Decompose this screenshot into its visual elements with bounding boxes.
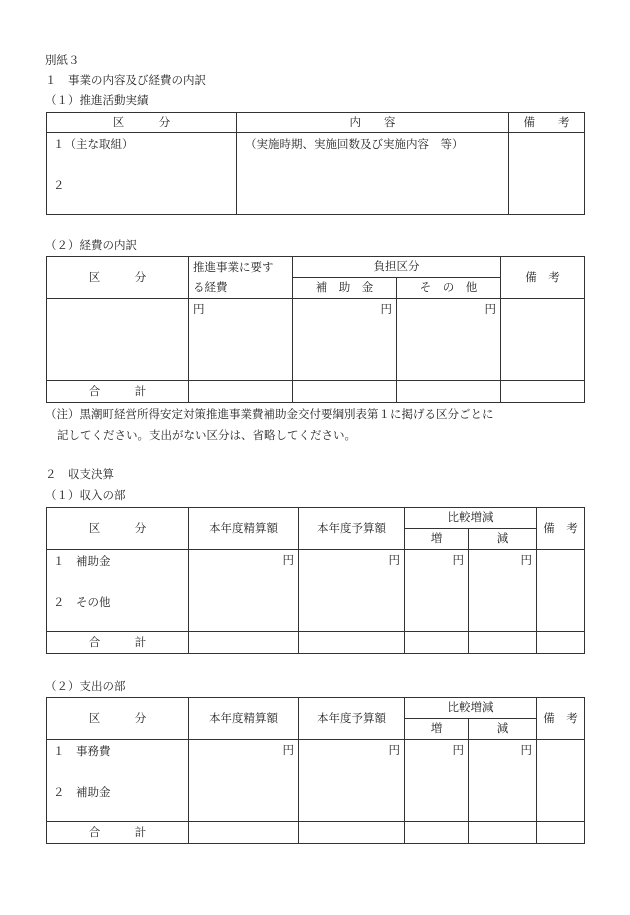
outgo-kessan-yen: 円 [189, 740, 299, 822]
outgo-total-label: 合 計 [47, 822, 189, 844]
outgo-row-2: ２ 補助金 [53, 784, 111, 799]
expense-other-yen: 円 [397, 299, 501, 381]
outgo-kubun-cell [47, 740, 189, 822]
col-header-naiyo: 内 容 [237, 113, 509, 133]
outgo-gen-yen: 円 [469, 740, 537, 822]
income-zo-yen: 円 [405, 550, 469, 632]
outgo-subheading: （２）支出の部 [45, 679, 126, 693]
activity-biko-cell [509, 133, 585, 215]
activity-content-note: （実施時期、実施回数及び実施内容 等） [245, 137, 464, 151]
section1-heading: １ 事業の内容及び経費の内訳 [45, 73, 206, 87]
col-header-zo: 増 [405, 529, 469, 550]
expense-total-other [397, 381, 501, 403]
expense-total-cost [189, 381, 293, 403]
col-header-yosan: 本年度予算額 [299, 508, 405, 550]
outgo-total-yosan [299, 822, 405, 844]
col-header-futan: 負担区分 [293, 257, 501, 278]
expense-biko-cell [501, 299, 585, 381]
col-header-cost-line2: る経費 [189, 278, 293, 299]
income-total-label: 合 計 [47, 632, 189, 654]
expense-cost-yen: 円 [189, 299, 293, 381]
expense-kubun-cell [47, 299, 189, 381]
col-header-biko: 備 考 [509, 113, 585, 133]
col-header-gen: 減 [469, 719, 537, 740]
expense-table [46, 256, 585, 403]
income-biko-cell [537, 550, 585, 632]
outgo-table [46, 697, 585, 844]
income-table [46, 507, 585, 654]
expense-hojo-yen: 円 [293, 299, 397, 381]
income-total-biko [537, 632, 585, 654]
col-header-yosan: 本年度予算額 [299, 698, 405, 740]
col-header-hikaku: 比較増減 [405, 698, 537, 719]
col-header-zo: 増 [405, 719, 469, 740]
activity-subheading: （１）推進活動実績 [45, 93, 149, 107]
outgo-total-zo [405, 822, 469, 844]
income-total-kessan [189, 632, 299, 654]
outgo-row-1: １ 事務費 [53, 744, 111, 758]
col-header-kubun: 区 分 [47, 698, 189, 740]
note-line-2: 記してください。支出がない区分は、省略してください。 [57, 428, 356, 442]
expense-subheading: （２）経費の内訳 [45, 238, 137, 252]
col-header-kessan: 本年度精算額 [189, 508, 299, 550]
income-total-gen [469, 632, 537, 654]
outgo-total-gen [469, 822, 537, 844]
expense-total-biko [501, 381, 585, 403]
col-header-cost-line1: 推進事業に要す [189, 257, 293, 278]
activity-table [46, 112, 585, 215]
activity-row-1: １（主な取組） [53, 137, 134, 151]
outgo-zo-yen: 円 [405, 740, 469, 822]
col-header-kubun: 区 分 [47, 508, 189, 550]
income-yosan-yen: 円 [299, 550, 405, 632]
col-header-biko: 備 考 [537, 698, 585, 740]
col-header-biko: 備 考 [501, 257, 585, 299]
section2-heading: ２ 収支決算 [45, 467, 114, 481]
income-total-yosan [299, 632, 405, 654]
activity-kubun-cell [47, 133, 237, 215]
col-header-gen: 減 [469, 529, 537, 550]
activity-row-2: ２ [53, 177, 65, 192]
outgo-biko-cell [537, 740, 585, 822]
annex-label: 別紙３ [45, 53, 80, 67]
income-kubun-cell [47, 550, 189, 632]
income-row-1: １ 補助金 [53, 554, 111, 568]
note-line-1: （注）黒潮町経営所得安定対策推進事業費補助金交付要綱別表第１に掲げる区分ごとに [45, 407, 494, 421]
col-header-kessan: 本年度精算額 [189, 698, 299, 740]
outgo-yosan-yen: 円 [299, 740, 405, 822]
expense-total-hojo [293, 381, 397, 403]
income-row-2: ２ その他 [53, 594, 111, 609]
col-header-kubun: 区 分 [47, 257, 189, 299]
col-header-kubun: 区 分 [47, 113, 237, 133]
col-header-other: そ の 他 [397, 278, 501, 299]
income-kessan-yen: 円 [189, 550, 299, 632]
col-header-biko: 備 考 [537, 508, 585, 550]
outgo-total-kessan [189, 822, 299, 844]
col-header-hikaku: 比較増減 [405, 508, 537, 529]
income-gen-yen: 円 [469, 550, 537, 632]
income-subheading: （１）収入の部 [45, 488, 126, 502]
col-header-hojo: 補 助 金 [293, 278, 397, 299]
expense-total-label: 合 計 [47, 381, 189, 403]
income-total-zo [405, 632, 469, 654]
outgo-total-biko [537, 822, 585, 844]
activity-content-cell [237, 133, 509, 215]
